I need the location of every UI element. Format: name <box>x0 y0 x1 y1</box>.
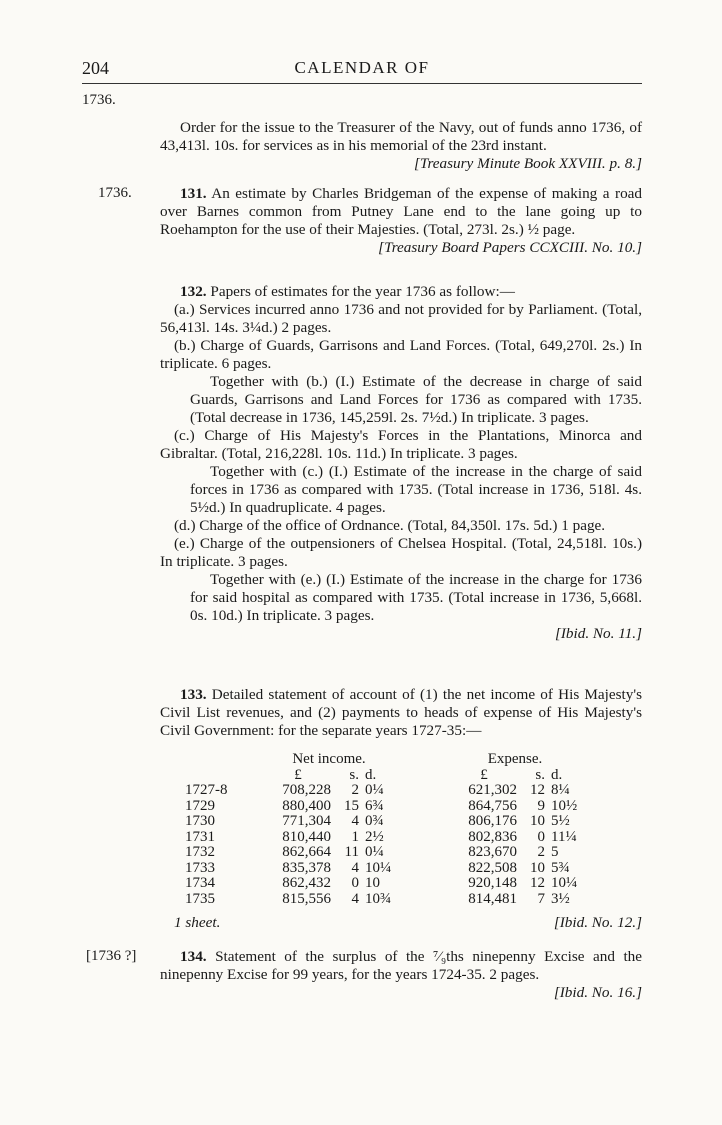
table-cell-exp-s: 10 <box>530 813 545 829</box>
table-cell-exp-d: 11¼ <box>551 828 577 845</box>
table-row <box>182 830 582 846</box>
entry-133-number: 133. <box>180 686 207 703</box>
entry-132-e1: Together with (e.) (I.) Estimate of the increase in the charge for 1736 for said hospital as compared with 1735. (Total increase in 1736, 5,668l. 0s. 10d.) In triplicate. 3 pages. <box>190 571 642 624</box>
net-income-heading: Net income. <box>292 751 366 767</box>
table-body <box>182 783 582 907</box>
table-cell-inc-s: 4 <box>351 813 359 829</box>
entry-132-number: 132. <box>180 283 207 300</box>
entry-132 <box>160 283 642 643</box>
table-cell-exp-l: 864,756 <box>468 797 517 814</box>
table-cell-inc-d: 0¾ <box>365 813 384 829</box>
table-cell-inc-s: 15 <box>344 797 359 814</box>
table-cell-inc-l: 815,556 <box>282 890 331 907</box>
table-cell-exp-l: 822,508 <box>468 859 517 876</box>
table-cell-exp-l: 920,148 <box>468 875 517 891</box>
entry-132-b1: Together with (b.) (I.) Estimate of the decrease in charge of said Guards, Garrisons and Land Forces for 1736 as compared with 1735. (Total decrease in 1736, 145,259l. 2s. 7½d.) In triplicate. 3 pages. <box>190 373 642 426</box>
table-cell-inc-l: 708,228 <box>282 782 331 798</box>
entry-134-number: 134. <box>180 948 207 965</box>
margin-year-2: 1736. <box>98 185 132 201</box>
entry-132-c: (c.) Charge of His Majesty's Forces in the Plantations, Minorca and Gibraltar. (Total, 216,228l. 10s. 11d.) In triplicate. 3 pages. <box>160 427 642 462</box>
table-row <box>182 876 582 892</box>
table-cell-exp-d: 10¼ <box>551 875 578 891</box>
table-cell-year: 1732 <box>185 844 215 860</box>
table-cell-inc-l: 880,400 <box>282 797 331 814</box>
table-cell-inc-d: 10 <box>365 875 380 891</box>
entry-132-d: (d.) Charge of the office of Ordnance. (Total, 84,350l. 17s. 5d.) 1 page. <box>174 517 606 534</box>
table-cell-year: 1730 <box>185 813 215 829</box>
entry-133-footer <box>160 914 642 932</box>
running-title: CALENDAR OF <box>294 58 430 77</box>
table-cell-inc-d: 6¾ <box>365 797 384 814</box>
table-cell-inc-s: 4 <box>351 859 359 876</box>
entry-133 <box>160 686 642 740</box>
table-row <box>182 861 582 877</box>
table-cell-inc-s: 2 <box>351 782 359 798</box>
entry-132-c1: Together with (c.) (I.) Estimate of the increase in the charge of said forces in 1736 as compared with 1735. (Total increase in 1736, 518l. 4s. 5½d.) In quadruplicate. 4 pages. <box>190 463 642 516</box>
table-cell-exp-d: 5¾ <box>551 859 570 876</box>
table-cell-inc-l: 835,378 <box>282 859 331 876</box>
entry-132-a: (a.) Services incurred anno 1736 and not provided for by Parliament. (Total, 56,413l. 14s. 3¼d.) 2 pages. <box>160 301 642 336</box>
table-cell-exp-l: 823,670 <box>468 844 517 860</box>
table-row <box>182 783 582 799</box>
table-cell-inc-l: 862,664 <box>282 844 331 860</box>
table-cell-exp-s: 12 <box>530 782 545 798</box>
entry-133-sheet: 1 sheet. <box>174 914 221 931</box>
page-header <box>82 58 642 82</box>
entry-132-e: (e.) Charge of the outpensioners of Chelsea Hospital. (Total, 24,518l. 10s.) In triplicate. 3 pages. <box>160 535 642 570</box>
expense-d-heading: d. <box>551 766 563 783</box>
entry-134-text: Statement of the surplus of the ⁷⁄₉ths ninepenny Excise and the ninepenny Excise for 99 years, for the years 1724-35. 2 pages. <box>160 948 642 983</box>
table-cell-exp-l: 621,302 <box>468 782 517 798</box>
expense-pound-heading: £ <box>480 766 488 783</box>
table-cell-inc-l: 810,440 <box>282 828 331 845</box>
table-cell-exp-s: 7 <box>537 890 545 907</box>
table-units-row <box>182 768 582 784</box>
table-cell-exp-d: 5 <box>551 844 559 860</box>
table-cell-exp-s: 9 <box>537 797 545 814</box>
table-cell-exp-s: 10 <box>530 859 545 876</box>
table-cell-exp-s: 0 <box>537 828 545 845</box>
table-cell-exp-l: 806,176 <box>468 813 517 829</box>
table-cell-inc-l: 862,432 <box>282 875 331 891</box>
table-cell-exp-d: 3½ <box>551 890 570 907</box>
entry-133-text: Detailed statement of account of (1) the net income of His Majesty's Civil List revenues, and (2) payments to heads of expense of His Majesty's Civil Government: for the separate years 1727-35:— <box>160 686 643 739</box>
expense-heading: Expense. <box>487 751 543 767</box>
entry-132-source: [Ibid. No. 11.] <box>554 625 642 642</box>
table-cell-exp-l: 814,481 <box>468 890 517 907</box>
table-cell-year: 1733 <box>185 859 215 876</box>
table-cell-inc-d: 2½ <box>365 828 384 845</box>
table-cell-year: 1735 <box>185 890 215 907</box>
income-pound-heading: £ <box>294 766 302 783</box>
table-cell-exp-s: 2 <box>537 844 545 860</box>
margin-year-1: 1736. <box>82 92 116 108</box>
table-row <box>182 814 582 830</box>
table-row <box>182 845 582 861</box>
table-cell-inc-s: 1 <box>351 828 359 845</box>
table-cell-inc-s: 11 <box>344 844 359 860</box>
table-cell-inc-d: 0¼ <box>365 844 384 860</box>
entry-order-source: [Treasury Minute Book XXVIII. p. 8.] <box>413 155 642 172</box>
entry-131-number: 131. <box>180 185 207 202</box>
income-s-heading: s. <box>349 766 359 783</box>
entry-133-source: [Ibid. No. 12.] <box>553 914 642 931</box>
income-d-heading: d. <box>365 766 377 783</box>
entry-order-text: Order for the issue to the Treasurer of the Navy, out of funds anno 1736, of 43,413l. 10s. for services as in his memorial of the 23rd instant. <box>160 119 642 154</box>
table-row <box>182 892 582 908</box>
header-rule <box>82 83 642 84</box>
table-cell-exp-l: 802,836 <box>468 828 517 845</box>
page-number: 204 <box>82 58 109 78</box>
expense-s-heading: s. <box>535 766 545 783</box>
table-cell-year: 1731 <box>185 828 215 845</box>
entry-134-source: [Ibid. No. 16.] <box>553 984 642 1001</box>
entry-131-source: [Treasury Board Papers CCXCIII. No. 10.] <box>378 239 642 256</box>
margin-year-3: [1736 ?] <box>86 948 137 964</box>
entry-order <box>160 119 642 173</box>
table-row <box>182 799 582 815</box>
table-cell-inc-d: 10¾ <box>365 890 392 907</box>
entry-132-intro: Papers of estimates for the year 1736 as follow:— <box>210 283 515 300</box>
table-cell-exp-d: 8¼ <box>551 782 570 798</box>
table-header-row <box>182 752 582 768</box>
table-cell-inc-s: 0 <box>351 875 359 891</box>
table-cell-exp-d: 10½ <box>551 797 578 814</box>
entry-132-b: (b.) Charge of Guards, Garrisons and Land Forces. (Total, 649,270l. 2s.) In triplicate. 6 pages. <box>160 337 642 372</box>
entry-131 <box>160 185 642 257</box>
table-cell-year: 1729 <box>185 797 215 814</box>
table-cell-inc-d: 0¼ <box>365 782 384 798</box>
table-cell-year: 1727-8 <box>185 782 228 798</box>
civil-list-table <box>182 752 582 907</box>
table-cell-exp-d: 5½ <box>551 813 570 829</box>
table-cell-year: 1734 <box>185 875 215 891</box>
table-cell-inc-d: 10¼ <box>365 859 392 876</box>
entry-131-text: An estimate by Charles Bridgeman of the expense of making a road over Barnes common from Putney Lane end to the lane going up to Roehampton for the use of their Majesties. (Total, 273l. 2s.) ½ page. <box>160 185 642 238</box>
table-cell-exp-s: 12 <box>530 875 545 891</box>
entry-134 <box>160 948 642 1002</box>
table-cell-inc-l: 771,304 <box>282 813 331 829</box>
table-cell-inc-s: 4 <box>351 890 359 907</box>
